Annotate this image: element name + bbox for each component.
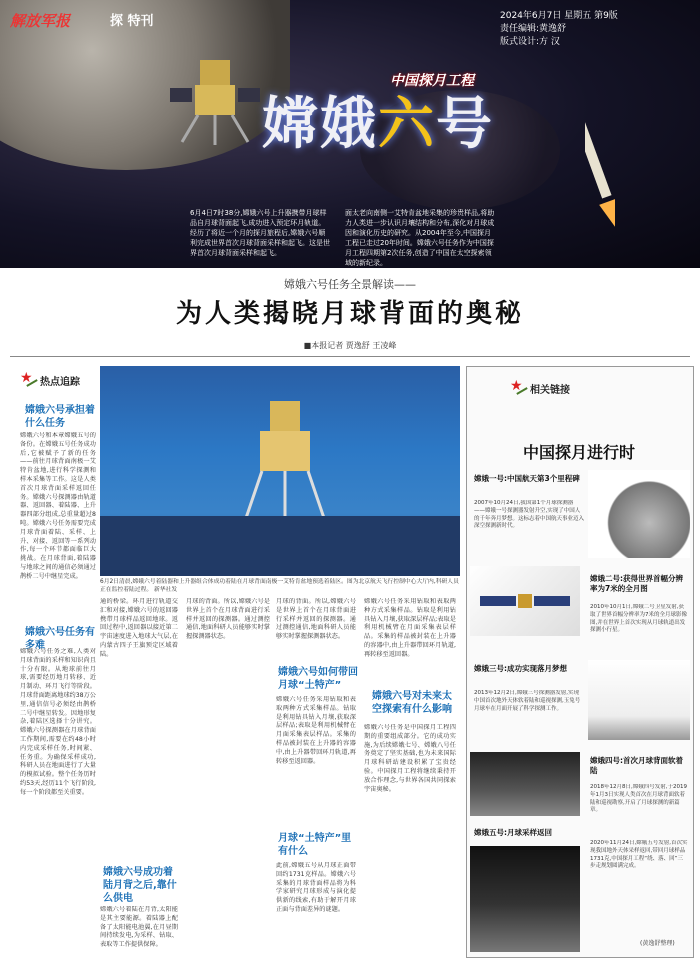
control-room-floor (100, 516, 460, 576)
section-label: 探 特刊 (110, 14, 154, 29)
sidebar-item-5-text: 2020年11月24日,嫦娥五号发射,首次实现我国地外天体采样返回,带回月球样品1731克,中国探月工程“绕、落、回”三步走规划圆满完成。 (590, 840, 688, 870)
issue-info (500, 10, 618, 49)
hero-intro-right: 面太老向南侧一艾特肯盆地采集的珍贵样品,将助力人类进一步认识月壤结构和分布,深化对月球成因和演化历史的研究。从2004年至今,中国探月工程已走过20年时间。嫦娥六号任务作为中国探月工程四期第2次任务,创造了中国在太空探索领域的新纪录。 (345, 209, 495, 267)
newspaper-logo: 解放军报 (10, 12, 71, 30)
lander-illustration (170, 50, 260, 150)
mid-paragraph-f-intro: 嫦娥六号任务采用钻取和表取两种方式采集样品。钻取是利用钻具钻入月壤,获取深层样品;表取是利用机械臂在月面采集表层样品。采集的样品被封装在上升器的容器中,由上升器带回环月轨道,再转移至返回器。 (364, 598, 456, 658)
satellite-icon (470, 566, 580, 636)
mid-paragraph-c: 月球的背面。所以,嫦娥六号是世界上首个在月球背面进行采样并返回的探测器。通过测控通信,地面科研人员能够实时掌握探测器状态。 (186, 598, 270, 641)
chang-e-5-image (470, 846, 580, 952)
hero-title-part2: 六 (378, 91, 436, 157)
rocket-illustration (585, 118, 615, 238)
mid-heading-d: 嫦娥六号对未来太空探索有什么影响 (372, 691, 452, 715)
tag-label: 相关链接 (530, 384, 570, 396)
tag-related-links (510, 380, 570, 396)
hero-banner (0, 0, 700, 268)
design-credit: 版式设计:方 汉 (500, 37, 560, 47)
lander-model-image (240, 396, 330, 526)
star-icon (510, 380, 526, 396)
sidebar-item-3-title: 嫦娥三号:成功实现落月梦想 (474, 664, 567, 673)
tag-label: 热点追踪 (40, 376, 80, 388)
sidebar-item-1-title: 嫦娥一号:中国航天第3个里程碑 (474, 474, 580, 483)
hero-title (262, 80, 494, 160)
article-byline: ■本报记者 贾逸舒 王凌峰 (303, 341, 397, 350)
sidebar-item-4-text: 2018年12月8日,嫦娥四号发射,于2019年1月3日实现人类首次在月球背面软着陆和巡视勘察,开启了月球探测的新篇章。 (590, 784, 687, 814)
divider (10, 356, 690, 357)
mid-paragraph-b: 嫦娥六号着陆在月背,太阳能是其主要能源。着陆器上配备了太阳能电池翼,在月昼期间持续发电,为采样、钻取、表取等工作提供保障。 (100, 906, 178, 949)
mid-heading-a: 嫦娥六号成功着陆月背之后,靠什么供电 (103, 867, 177, 904)
mid-paragraph-f: 嫦娥六号任务是中国探月工程四期的重要组成部分。它的成功实施,为后续嫦娥七号、嫦娥八号任务奠定了坚实基础,也为未来国际月球科研站建设积累了宝贵经验。中国探月工程将继续秉持开放合作理念,与世界各国共同探索宇宙奥秘。 (364, 724, 456, 793)
sidebar-credit: (黄逸舒整理) (640, 940, 675, 947)
star-icon (20, 372, 36, 388)
left-heading-2: 嫦娥六号任务有多难 (25, 627, 95, 651)
sidebar-item-2-title: 嫦娥二号:获得世界首幅分辨率为7米的全月图 (590, 574, 683, 593)
mid-heading-c: 月球“土特产”里有什么 (278, 833, 352, 857)
article-headline: 为人类揭晓月球背面的奥秘 (175, 299, 524, 329)
article-kicker: 嫦娥六号任务全景解读—— (284, 278, 416, 291)
tag-hot-topics (20, 372, 80, 388)
sidebar-item-5-title: 嫦娥五号:月球采样返回 (474, 828, 552, 837)
left-paragraph-2: 嫦娥六号任务之难,人类对月球背面的采样和知识尚且十分有限。从地球前往月球,需要经历地月转移、近月制动、环月飞行等阶段。月球背面距离地球约38万公里,通信信号必须经由鹊桥二号中继星转发。因地形复杂,着陆区选择十分讲究。嫦娥六号探测器在月球背面工作期间,需要在约48小时内完成采样任务,时间紧、任务重。为确保采样成功,科研人员在地面进行了大量的模拟试验。整个任务历时约53天,经历11个飞行阶段,每一个阶段都至关重要。 (20, 648, 96, 796)
hero-intro-left: 6月4日7时38分,嫦娥六号上升器携带月球样品自月球背面起飞,成功进入预定环月轨道。经历了将近一个月的探月旅程后,嫦娥六号顺利完成世界首次月球背面采样和起飞。这是世界首次月球背面采样和起飞。 (190, 209, 330, 257)
photo-caption: 6月2日清晨,嫦娥六号着陆器和上升器组合体成功着陆在月球背面南极一艾特肯盆地预选着陆区。图为北京航天飞行控制中心大厅内,科研人员正在监控着陆过程。 新华社发 (100, 579, 459, 593)
mid-paragraph-e: 此前,嫦娥五号从月球正面带回约1731克样品。嫦娥六号采集的月球背面样品将为科学家研究月球形成与演化提供新的线索,有助于解开月球正面与背面差异的谜题。 (276, 862, 356, 913)
left-paragraph-1: 嫦娥六号和本章嫦娥五号的备份。在嫦娥五号任务成功后,它被赋予了新的任务——前往月球背面南极一艾特肯盆地,进行科学探测和样本采集等工作。这是人类首次月球背面采样返回任务。嫦娥六号探测器由轨道器、返回器、着陆器、上升器四部分组成,总重量超过8吨。嫦娥六号任务需要完成月球背面着陆、采样、上升、对接、返回等一系列动作,每一个环节都面临巨大挑战。在月球背面,着陆器与地球之间的通信必须通过鹊桥二号中继星完成。 (20, 432, 96, 580)
sidebar-item-4-title: 嫦娥四号:首次月球背面软着陆 (590, 756, 683, 775)
chang-e-4-image (470, 752, 580, 816)
mid-paragraph-a: 通的桥梁。环月进行轨道交汇和对接,嫦娥六号的返回器携带月球样品返回地球。返回过程中,返回器以接近第二宇宙速度进入地球大气层,在内蒙古四子王旗预定区域着陆。 (100, 598, 178, 658)
chang-e-3-image (588, 660, 690, 740)
hero-title-part1: 嫦娥 (262, 91, 378, 157)
sidebar-title: 中国探月进行时 (522, 443, 635, 462)
sidebar-item-3-text: 2013年12月2日,嫦娥三号探测器发射,实现中国首次地外天体软着陆和巡视探测,玉兔号月球车在月面开展了科学探测工作。 (474, 690, 581, 712)
mid-paragraph-intro: 月球的背面。所以,嫦娥六号是世界上首个在月球背面进行采样并返回的探测器。通过测控通信,地面科研人员能够实时掌握探测器状态。 (276, 598, 356, 641)
chang-e-2-image (470, 566, 580, 636)
issue-date: 2024年6月7日 星期五 第9版 (500, 11, 618, 21)
left-heading-1: 嫦娥六号承担着什么任务 (25, 405, 95, 429)
mission-control-photo (100, 366, 460, 576)
chang-e-1-image (588, 470, 690, 558)
hero-subtitle: 中国探月工程 (390, 73, 474, 89)
mid-paragraph-d: 嫦娥六号任务采用钻取和表取两种方式采集样品。钻取是利用钻具钻入月壤,获取深层样品;表取是利用机械臂在月面采集表层样品。采集的样品被封装在上升器的容器中,由上升器带回环月轨道,再转移至返回器。 (276, 696, 356, 765)
editor-credit: 责任编辑:黄逸舒 (500, 24, 567, 34)
sidebar-item-1-text: 2007年10月24日,我国第1个月球探测器——嫦娥一号探测器发射升空,实现了中国人的千年奔月梦想。这标志着中国航天事业迈入深空探测新时代。 (474, 500, 584, 530)
hero-title-part3: 号 (436, 91, 494, 157)
mid-heading-b: 嫦娥六号如何带回月球“土特产” (278, 667, 358, 691)
sidebar-item-2-text: 2010年10月1日,嫦娥二号卫星发射,获取了世界首幅分辨率为7米的全月球影像图,并在世界上首次实现从月球轨道出发探测小行星。 (590, 604, 688, 634)
